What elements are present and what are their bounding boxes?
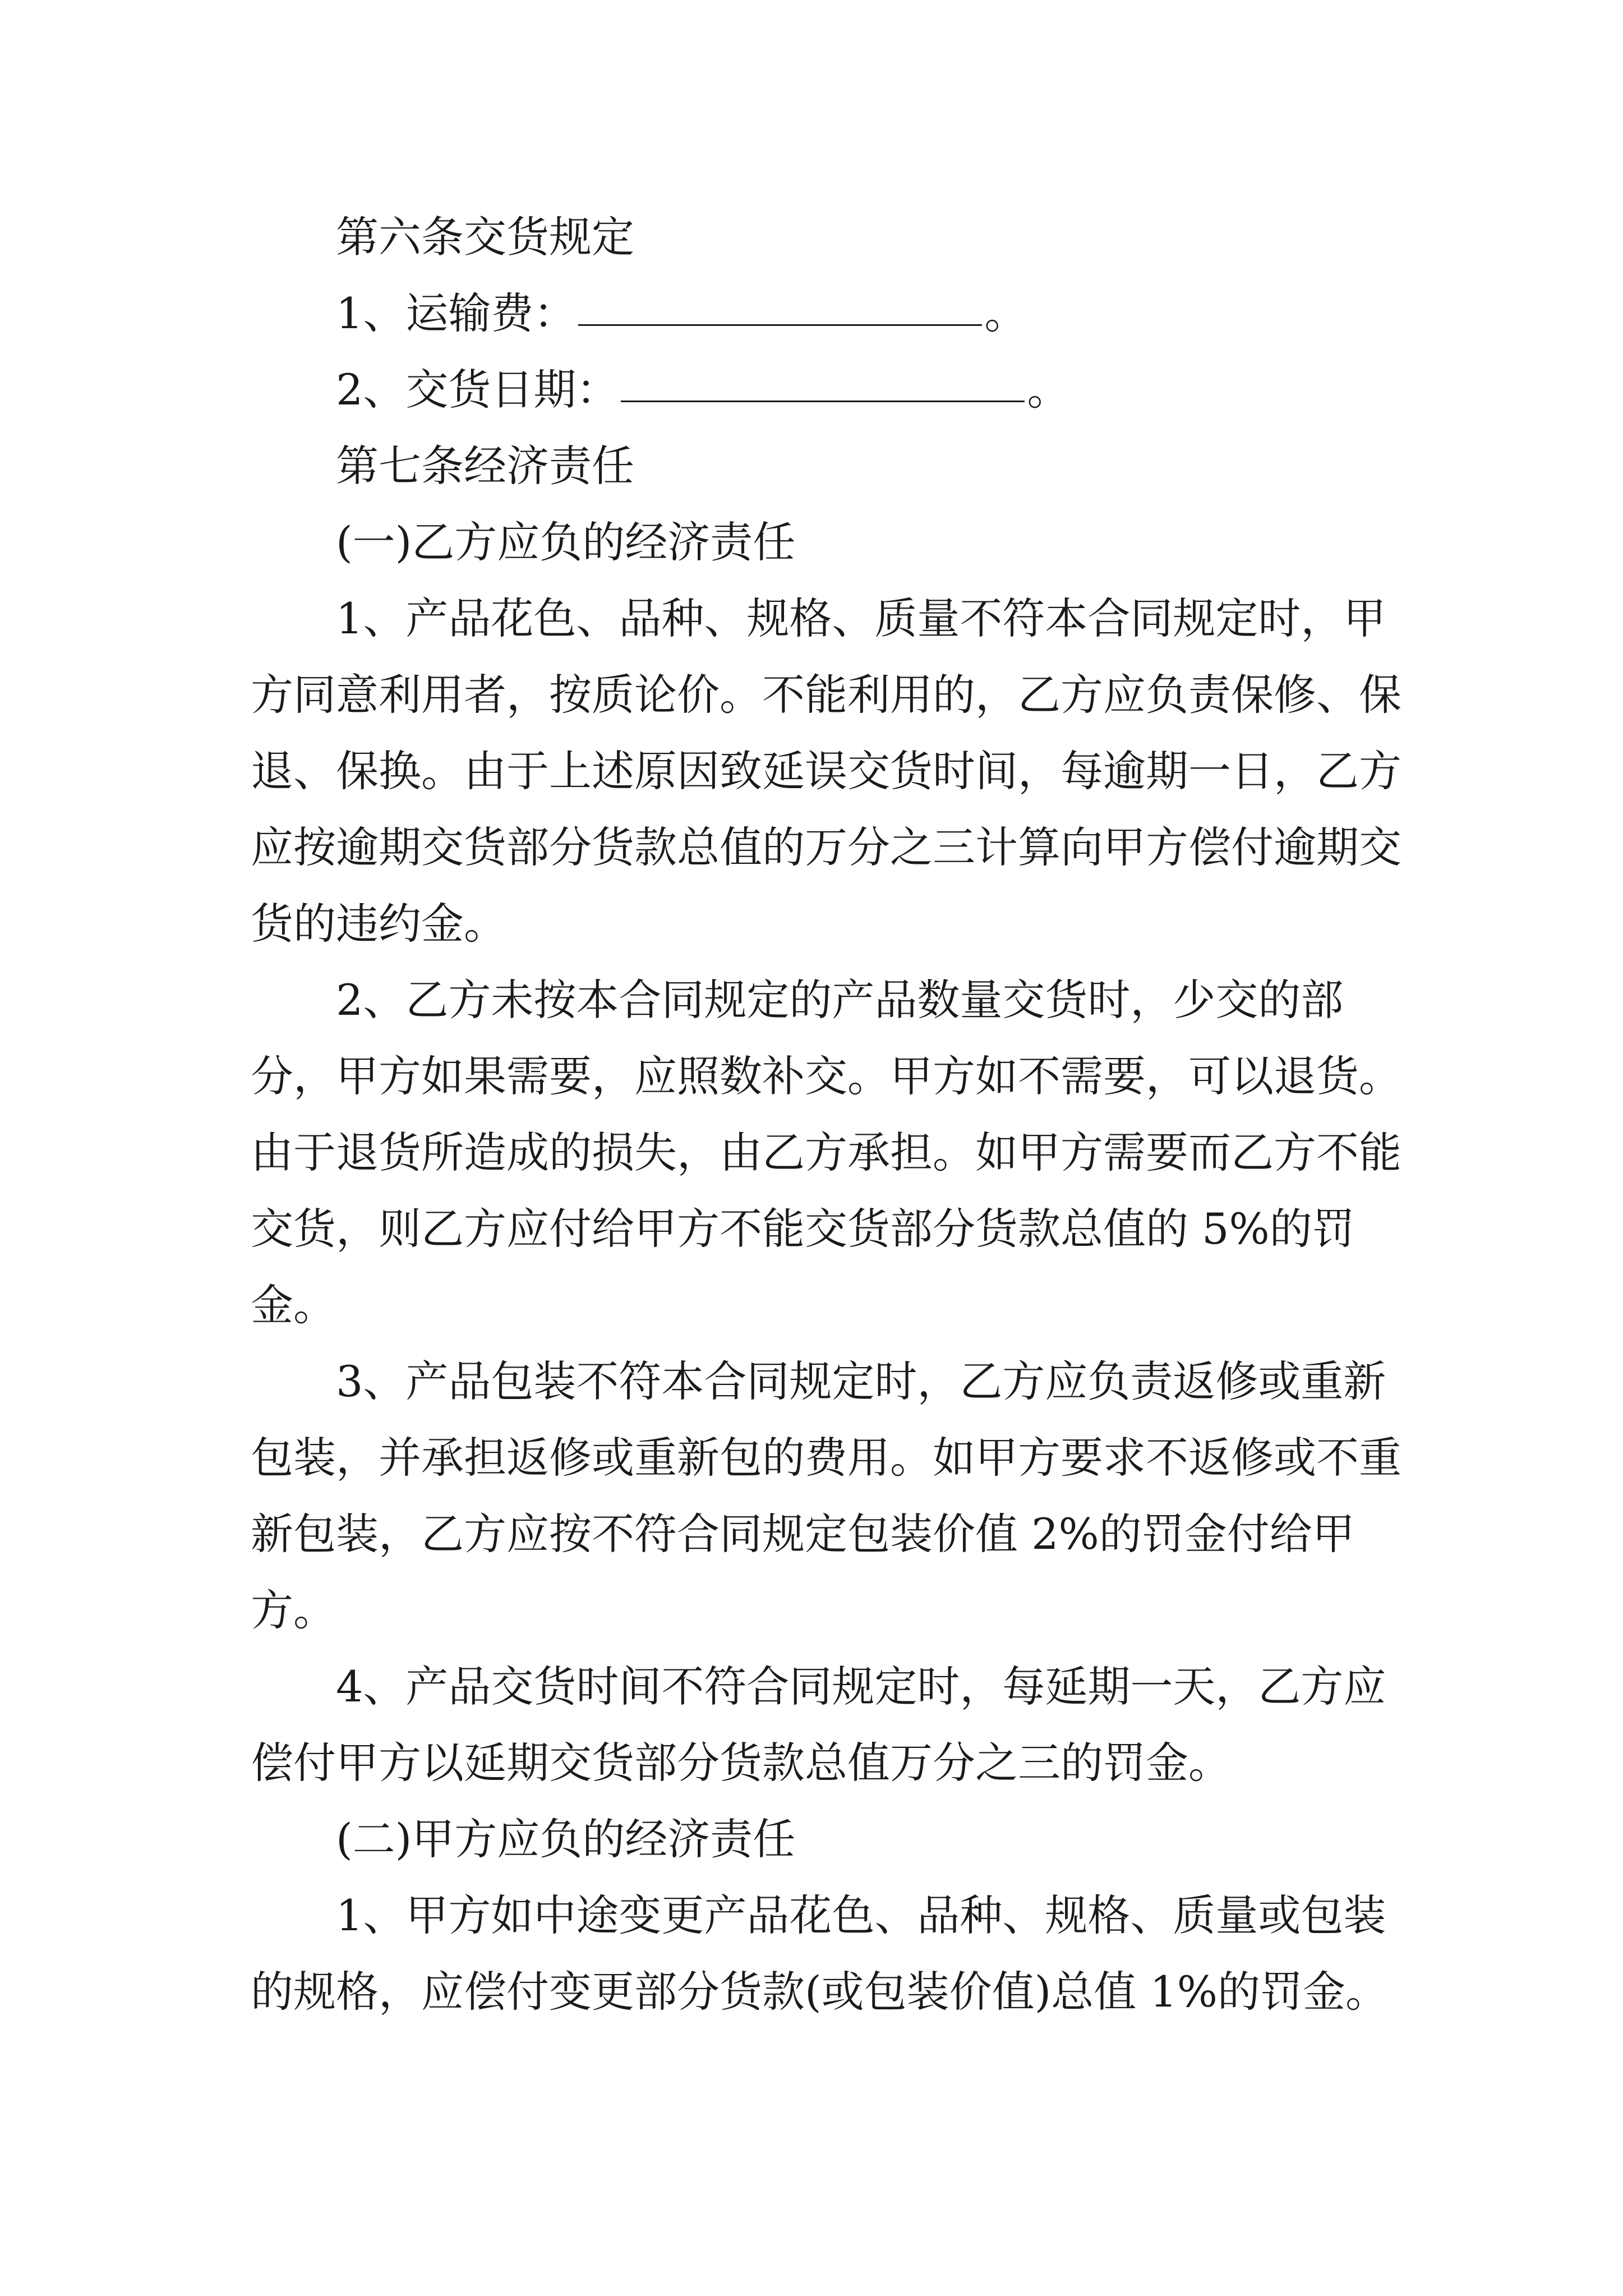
article-7-heading: 第七条经济责任 (336, 441, 634, 491)
section-b-heading: (二)甲方应负的经济责任 (336, 1814, 796, 1864)
section-a-item-3: 3、产品包装不符本合同规定时，乙方应负责返修或重新包装，并承担返修或重新包的费用。如甲方要求不返修或不重新包装，乙方应按不符合同规定包装价值 2%的罚金付给甲方。 (251, 1356, 1401, 1635)
document-body (251, 199, 1403, 2030)
section-a-heading: (一)乙方应负的经济责任 (336, 517, 796, 567)
transport-fee-label: 1、运输费： (336, 288, 577, 338)
article-6-heading: 第六条交货规定 (336, 212, 634, 262)
section-a-item-4: 4、产品交货时间不符合同规定时，每延期一天，乙方应偿付甲方以延期交货部分货款总值万分之三的罚金。 (251, 1662, 1386, 1788)
delivery-date-end: 。 (1027, 365, 1070, 415)
transport-fee-line (251, 275, 1403, 352)
delivery-date-line (251, 352, 1403, 428)
delivery-date-blank (621, 398, 1025, 402)
section-a-item-2: 2、乙方未按本合同规定的产品数量交货时，少交的部分，甲方如果需要，应照数补交。甲方如不需要，可以退货。由于退货所造成的损失，由乙方承担。如甲方需要而乙方不能交货，则乙方应付给甲方不能交货部分货款总值的 5%的罚金。 (251, 975, 1401, 1330)
transport-fee-blank (578, 322, 982, 326)
transport-fee-end: 。 (984, 288, 1027, 338)
section-b-item-1: 1、甲方如中途变更产品花色、品种、规格、质量或包装的规格，应偿付变更部分货款(或包装价值)总值 1%的罚金。 (251, 1890, 1389, 2017)
delivery-date-label: 2、交货日期： (336, 365, 619, 415)
section-a-item-1: 1、产品花色、品种、规格、质量不符本合同规定时，甲方同意利用者，按质论价。不能利用的，乙方应负责保修、保退、保换。由于上述原因致延误交货时间，每逾期一日，乙方应按逾期交货部分货款总值的万分之三计算向甲方偿付逾期交货的违约金。 (251, 593, 1401, 949)
